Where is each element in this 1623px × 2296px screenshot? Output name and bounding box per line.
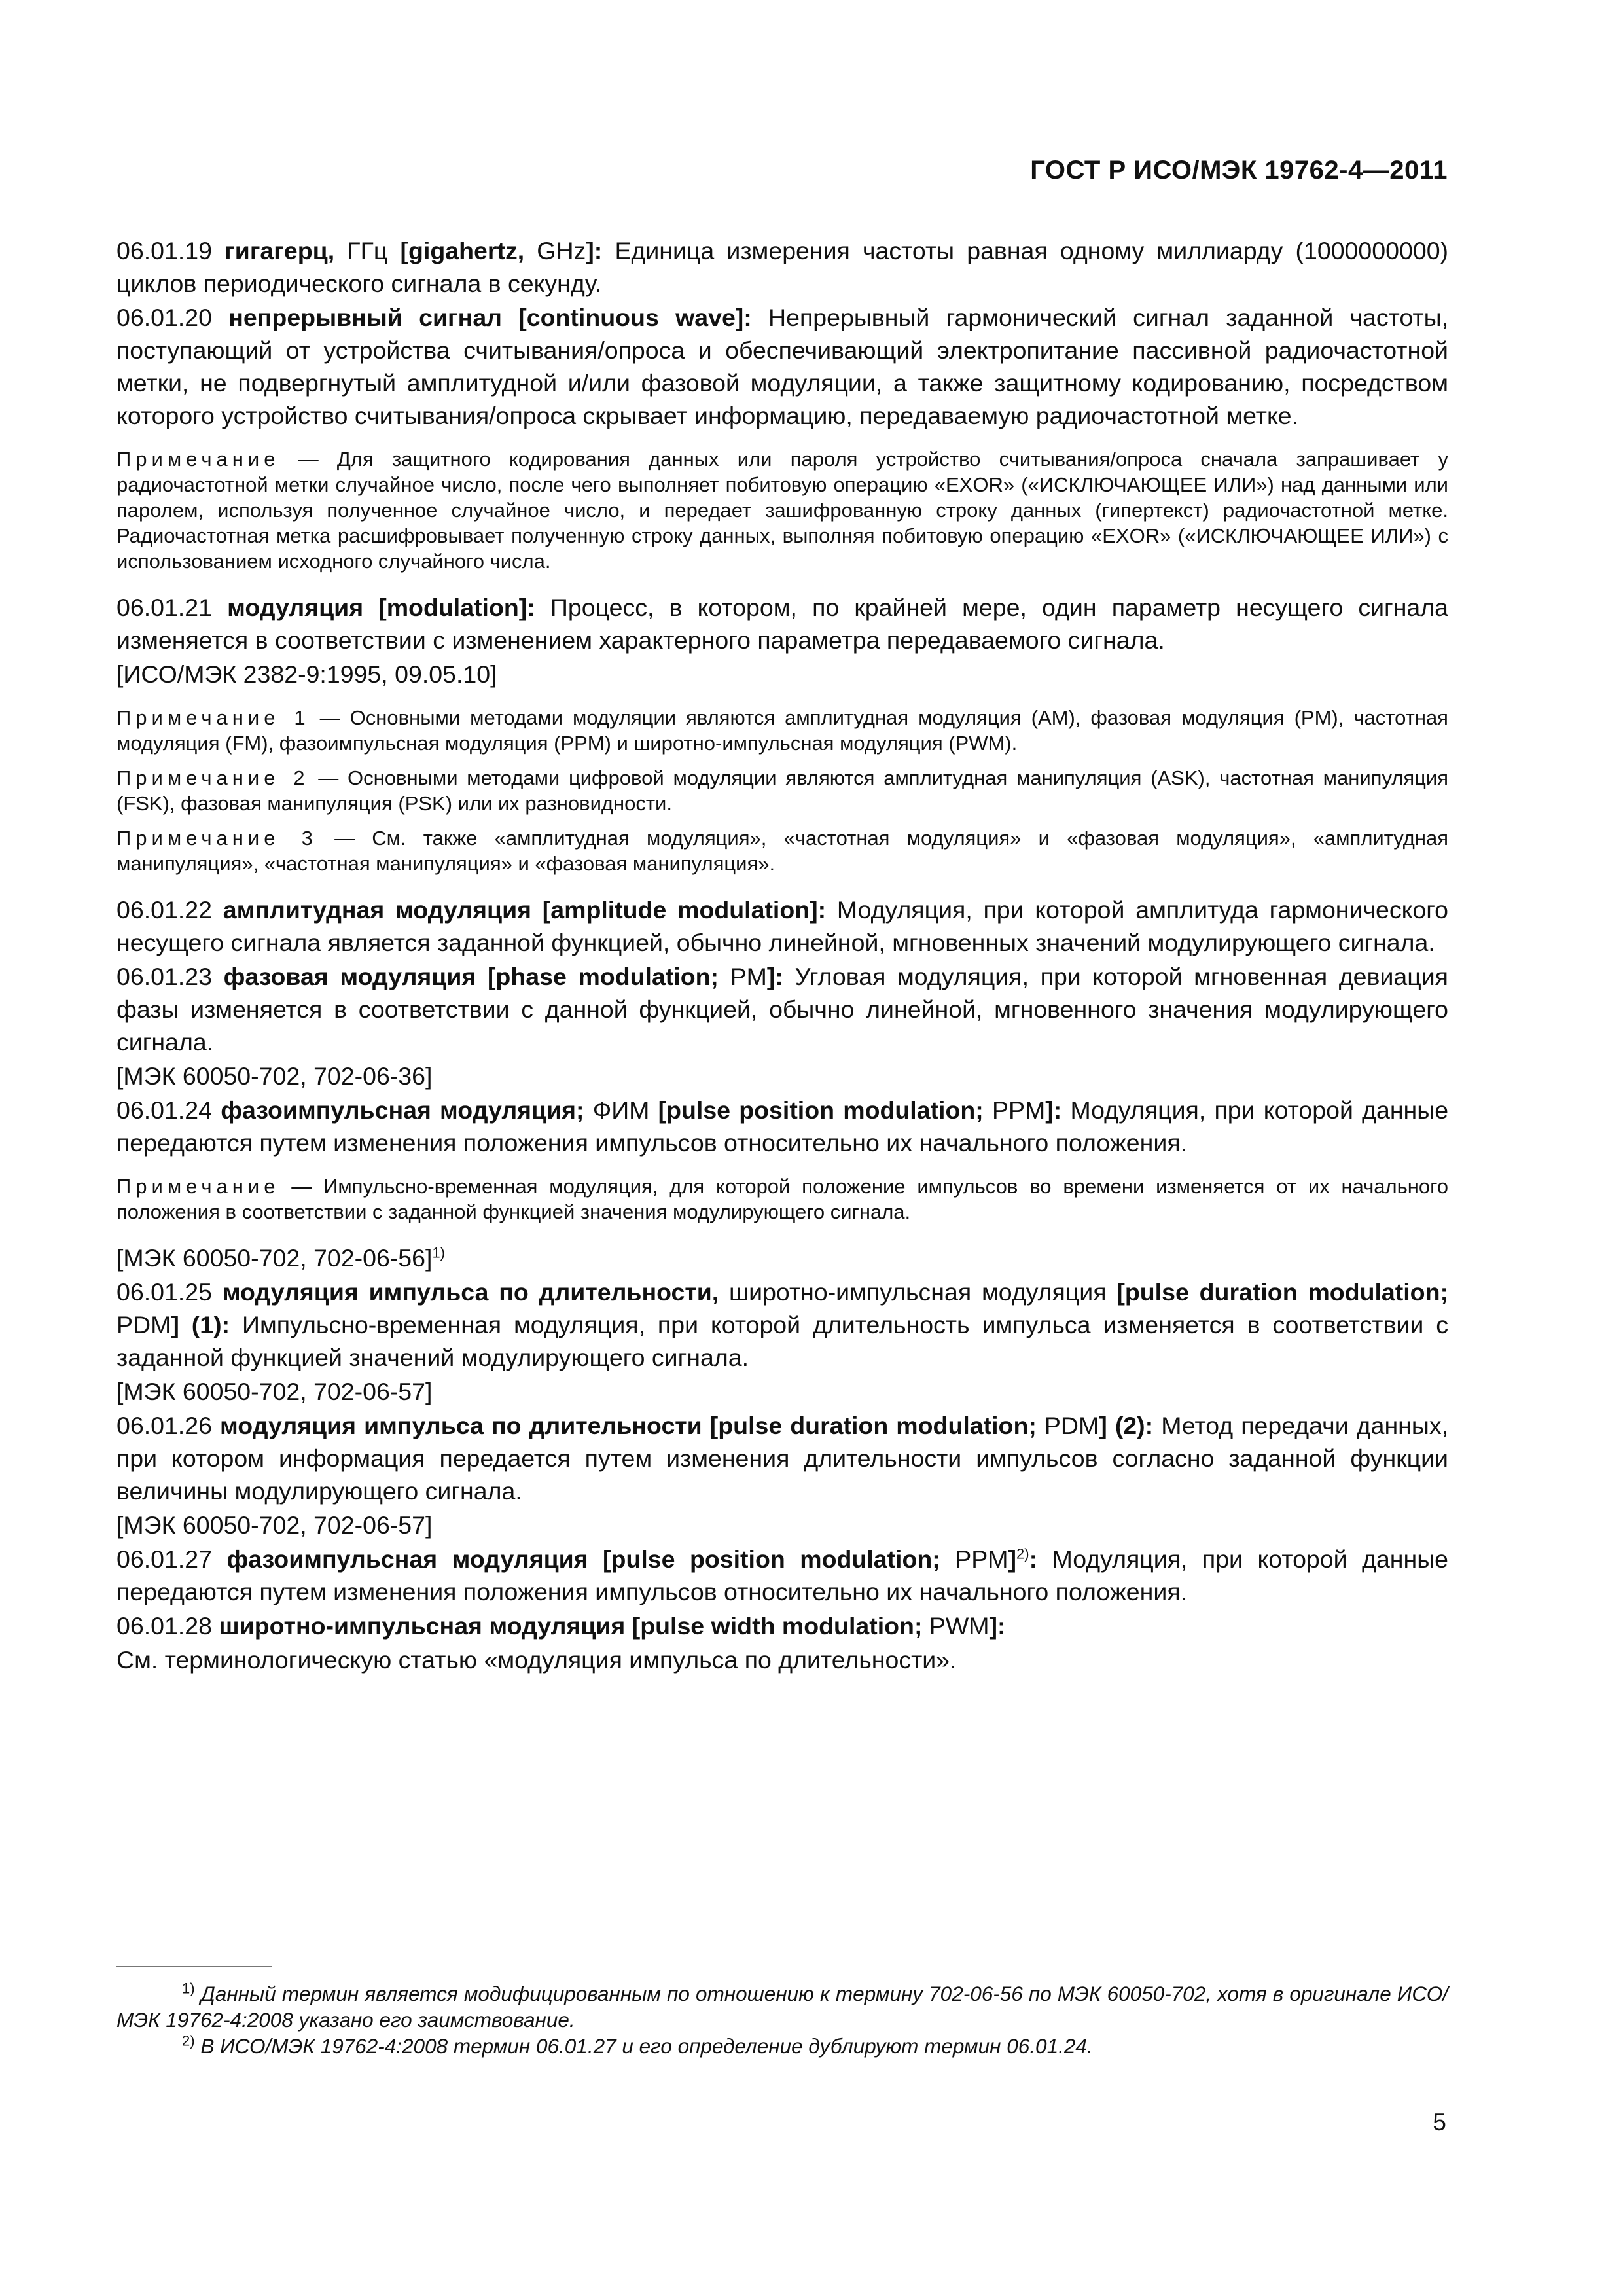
footnote-marker: 1) <box>432 1244 445 1261</box>
entry-number: 06.01.22 <box>116 896 212 924</box>
entry-number: 06.01.23 <box>116 963 212 990</box>
entry-definition: Модуляция, при которой данные передаются путем изменения положения импульсов относительно их начального положения. <box>116 1545 1449 1605</box>
document-body <box>116 234 1448 1677</box>
note-text: — См. также «амплитудная модуляция», «частотная модуляция» и «фазовая модуляция», «амплитудная манипуляция», «частотная манипуляция» и «фазовая манипуляция». <box>116 827 1448 875</box>
footnote-text: В ИСО/МЭК 19762-4:2008 термин 06.01.27 и его определение дублируют термин 06.01.24. <box>200 2034 1093 2058</box>
entry-term-close: ]: <box>766 963 783 990</box>
term-entry-06-01-24 <box>116 1094 1448 1159</box>
entry-abbreviation: PDM <box>1044 1412 1099 1439</box>
term-entry-06-01-28 <box>116 1609 1448 1642</box>
entry-term-close: ]: <box>586 237 603 264</box>
note-text: — Импульсно-временная модуляция, для которой положение импульсов во времени изменяется от их начального положения в соответствии с заданной функцией значения модулирующего сигнала. <box>116 1175 1448 1223</box>
footnote-2 <box>116 2033 1448 2059</box>
entry-definition: Модуляция, при которой амплитуда гармонического несущего сигнала является заданной функцией, обычно линейной, мгновенных значений модулирующего сигнала. <box>116 896 1448 956</box>
entry-number: 06.01.25 <box>116 1278 212 1306</box>
note-label: Примечание 1 <box>116 706 310 729</box>
page-number: 5 <box>1433 2109 1446 2136</box>
note-06-01-20 <box>116 446 1448 574</box>
entry-number: 06.01.28 <box>116 1612 212 1640</box>
entry-term: амплитудная модуляция [amplitude modulation]: <box>223 896 827 924</box>
entry-abbreviation: PM <box>730 963 767 990</box>
entry-abbreviation: PDM <box>116 1311 171 1338</box>
entry-term-close: ]: <box>989 1612 1006 1640</box>
entry-number: 06.01.26 <box>116 1412 212 1439</box>
entry-term: фазоимпульсная модуляция; <box>221 1096 584 1124</box>
entry-term: модуляция импульса по длительности [pulse duration modulation; <box>220 1412 1037 1439</box>
note-3-06-01-21 <box>116 825 1448 876</box>
note-1-06-01-21 <box>116 705 1448 756</box>
note-text: — Основными методами модуляции являются амплитудная модуляция (AM), фазовая модуляция (PM), частотная модуляция (FM), фазоимпульсная модуляция (PPM) и широтно-импульсная модуляция (PWM). <box>116 706 1448 755</box>
entry-number: 06.01.19 <box>116 237 212 264</box>
entry-term: непрерывный сигнал [continuous wave]: <box>228 304 752 331</box>
footnote-mark: 1) <box>182 1980 195 1997</box>
entry-english-term: [gigahertz, <box>400 237 525 264</box>
entry-number: 06.01.24 <box>116 1096 212 1124</box>
term-entry-06-01-22 <box>116 893 1448 959</box>
entry-english-term: [pulse duration modulation; <box>1116 1278 1448 1306</box>
footnote-marker: 2) <box>1016 1545 1029 1562</box>
term-entry-06-01-21 <box>116 591 1448 656</box>
entry-abbreviation: PPM <box>991 1096 1046 1124</box>
entry-definition: Модуляция, при которой данные передаются путем изменения положения импульсов относительно их начального положения. <box>116 1096 1449 1157</box>
term-entry-06-01-20 <box>116 301 1448 432</box>
note-label: Примечание <box>116 448 280 471</box>
entry-term-colon: : <box>1029 1545 1038 1573</box>
entry-term: гигагерц, <box>224 237 335 264</box>
entry-number: 06.01.27 <box>116 1545 212 1573</box>
entry-term: широтно-импульсная модуляция [pulse width modulation; <box>219 1612 923 1640</box>
entry-reference <box>116 1242 1448 1274</box>
entry-number: 06.01.21 <box>116 594 212 621</box>
entry-english-term: [pulse position modulation; <box>658 1096 984 1124</box>
entry-number: 06.01.20 <box>116 304 212 331</box>
entry-synonym: широтно-импульсная модуляция <box>729 1278 1107 1306</box>
entry-term: фазовая модуляция [phase modulation; <box>223 963 719 990</box>
footnote-separator <box>116 1966 272 1967</box>
term-entry-06-01-25 <box>116 1276 1448 1374</box>
entry-definition: Единица измерения частоты равная одному миллиарду (1000000000) циклов периодического сигнала в секунду. <box>116 237 1449 297</box>
entry-term: модуляция импульса по длительности, <box>222 1278 719 1306</box>
note-text: — Основными методами цифровой модуляции являются амплитудная манипуляция (ASK), частотная манипуляция (FSK), фазовая манипуляция (PSK) или их разновидности. <box>116 766 1448 815</box>
entry-definition: Импульсно-временная модуляция, при которой длительность импульса изменяется в соответствии с заданной функцией значений модулирующего сигнала. <box>116 1311 1448 1371</box>
entry-abbreviation: ГГц <box>347 237 388 264</box>
footnote-text: Данный термин является модифицированным по отношению к термину 702-06-56 по МЭК 60050-702, хотя в оригинале ИСО/МЭК 19762-4:2008 указано его заимствование. <box>116 1982 1448 2032</box>
entry-definition: Угловая модуляция, при которой мгновенная девиация фазы изменяется в соответствии с данной функцией, обычно линейной, мгновенного значения модулирующего сигнала. <box>116 963 1448 1056</box>
note-label: Примечание <box>116 1175 280 1198</box>
entry-term: модуляция [modulation]: <box>227 594 535 621</box>
footnote-1 <box>116 1981 1448 2033</box>
entry-term-close: ] <box>1008 1545 1017 1573</box>
term-entry-06-01-27 <box>116 1543 1448 1608</box>
note-2-06-01-21 <box>116 765 1448 816</box>
note-06-01-24 <box>116 1174 1448 1225</box>
document-header: ГОСТ Р ИСО/МЭК 19762-4—2011 <box>1030 156 1448 185</box>
entry-reference: [МЭК 60050-702, 702-06-57] <box>116 1511 433 1539</box>
term-entry-06-01-26 <box>116 1409 1448 1507</box>
note-label: Примечание 2 <box>116 766 310 789</box>
entry-definition: Процесс, в котором, по крайней мере, один параметр несущего сигнала изменяется в соответствии с изменением характерного параметра передаваемого сигнала. <box>116 594 1448 654</box>
entry-russian-abbreviation: ФИМ <box>592 1096 650 1124</box>
entry-english-abbreviation: GHz <box>537 237 586 264</box>
entry-term-close: ] (1): <box>171 1311 230 1338</box>
entry-term: фазоимпульсная модуляция [pulse position modulation; <box>226 1545 940 1573</box>
term-entry-06-01-23 <box>116 960 1448 1058</box>
entry-abbreviation: PPM <box>955 1545 1008 1573</box>
note-label: Примечание 3 <box>116 827 317 850</box>
term-entry-06-01-19 <box>116 234 1448 300</box>
entry-reference: [МЭК 60050-702, 702-06-36] <box>116 1062 433 1090</box>
note-text: — Для защитного кодирования данных или пароля устройство считывания/опроса сначала запрашивает у радиочастотной метки случайное число, после чего выполняет побитовую операцию «EXOR» («ИСКЛЮЧАЮЩЕЕ ИЛИ») над данными или паролем, используя полученное случайное число, и передает зашифрованную строку данных (гипертекст) радиочастотной метке. Радиочастотная метка расшифровывает полученную строку данных, выполняя побитовую операцию «EXOR» («ИСКЛЮЧАЮЩЕЕ ИЛИ») с использованием исходного случайного числа. <box>116 448 1448 573</box>
reference-text: [МЭК 60050-702, 702-06-56] <box>116 1244 433 1272</box>
entry-abbreviation: PWM <box>929 1612 990 1640</box>
footnotes <box>116 1981 1448 2059</box>
entry-reference: [ИСО/МЭК 2382-9:1995, 09.05.10] <box>116 660 497 688</box>
footnote-mark: 2) <box>182 2032 195 2049</box>
entry-definition: Метод передачи данных, при котором информация передается путем изменения длительности импульсов согласно заданной функции величины модулирующего сигнала. <box>116 1412 1448 1505</box>
entry-term-close: ] (2): <box>1099 1412 1154 1439</box>
entry-definition: Непрерывный гармонический сигнал заданной частоты, поступающий от устройства считывания/опроса и обеспечивающий электропитание пассивной радиочастотной метки, не подвергнутый амплитудной и/или фазовой модуляции, а также защитному кодированию, посредством которого устройство считывания/опроса скрывает информацию, передаваемую радиочастотной метке. <box>116 304 1448 429</box>
entry-definition: См. терминологическую статью «модуляция импульса по длительности». <box>116 1646 957 1674</box>
entry-reference: [МЭК 60050-702, 702-06-57] <box>116 1378 433 1405</box>
entry-term-close: ]: <box>1045 1096 1062 1124</box>
